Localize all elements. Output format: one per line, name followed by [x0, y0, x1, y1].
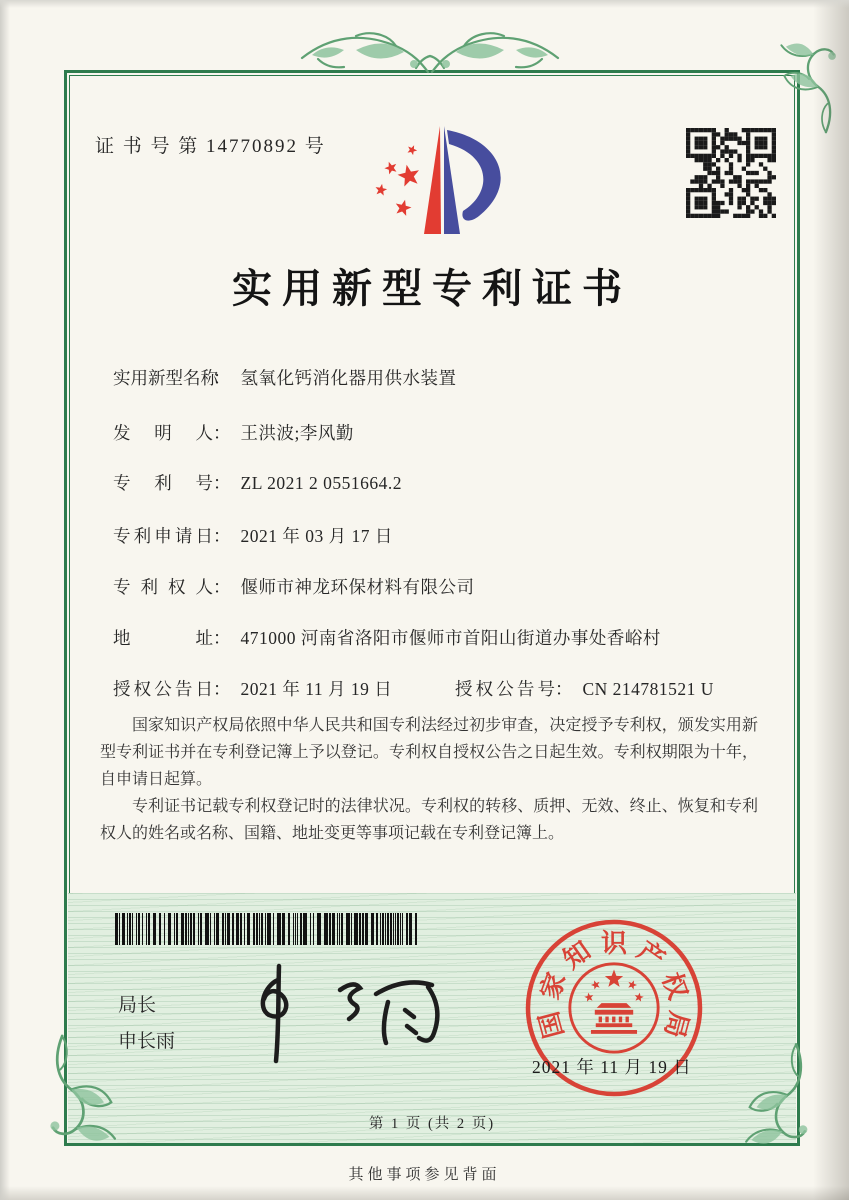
- field-row-address: [113, 625, 661, 650]
- field-label: 授权公告号: [455, 679, 555, 699]
- qr-code: [686, 128, 776, 218]
- field-colon: ：: [213, 526, 231, 546]
- field-value: 2021 年 03 月 17 日: [240, 526, 393, 546]
- signer-name: 申长雨: [118, 1031, 176, 1052]
- field-value: ZL 2021 2 0551664.2: [240, 473, 402, 493]
- field-row-inventor: [113, 420, 354, 445]
- field-label: 授权公告日: [113, 679, 213, 699]
- field-label: 专利申请日: [113, 526, 213, 546]
- back-side-note: 其他事项参见背面: [348, 1167, 501, 1183]
- china-national-emblem-icon: [570, 964, 658, 1052]
- seal-character: 家: [535, 968, 572, 1004]
- field-colon: ：: [555, 679, 573, 699]
- seal-character: 国: [534, 1008, 570, 1042]
- scan-edge-left: [0, 0, 10, 1200]
- field-row-filing-date: [113, 523, 393, 548]
- field-label: 地址: [113, 628, 213, 648]
- field-row-patent-number: [113, 470, 402, 495]
- field-colon: ：: [213, 679, 231, 699]
- certificate-title: 实用新型专利证书: [232, 266, 632, 311]
- seal-character: 识: [600, 929, 627, 958]
- seal-character: 局: [658, 1008, 694, 1042]
- signer-title: 局长: [118, 995, 157, 1016]
- cnipa-logo-icon: [363, 120, 555, 248]
- seal-character: 知: [558, 935, 596, 975]
- legal-paragraph: 专利证书记载专利权登记时的法律状况。专利权的转移、质押、无效、终止、恢复和专利权人的姓名或名称、国籍、地址变更等事项记载在专利登记簿上。: [100, 798, 758, 842]
- scan-shadow-bottom: [0, 1186, 849, 1200]
- field-label: 实用新型名称: [113, 368, 218, 388]
- field-value: 氢氧化钙消化器用供水装置: [240, 368, 457, 388]
- field-label: 专利权人: [113, 577, 213, 597]
- legal-text-block: [100, 712, 758, 847]
- field-colon: ：: [213, 473, 231, 493]
- field-colon: ：: [213, 577, 231, 597]
- field-colon: ：: [213, 628, 231, 648]
- field-row-utility-model-name: [113, 365, 457, 390]
- field-label: 发明人: [113, 423, 213, 443]
- scan-shadow-right: [813, 0, 849, 1200]
- seal-character: 产: [632, 935, 670, 975]
- legal-paragraph: 国家知识产权局依照中华人民共和国专利法经过初步审查，决定授予专利权，颁发实用新型专利证书并在专利登记簿上予以登记。专利权自授权公告之日起生效。专利权期限为十年，自申请日起算。: [100, 717, 758, 788]
- scan-edge-top: [0, 0, 849, 8]
- field-value: CN 214781521 U: [582, 679, 714, 699]
- field-grant-number: [455, 676, 714, 701]
- field-colon: ：: [213, 423, 231, 443]
- field-value: 2021 年 11 月 19 日: [240, 679, 393, 699]
- field-row-patentee: [113, 574, 475, 599]
- barcode: [115, 913, 420, 945]
- field-row-grant-date: [113, 676, 773, 701]
- seal-character: 权: [656, 968, 693, 1004]
- field-label: 专利号: [113, 473, 213, 493]
- seal-date: 2021 年 11 月 19 日: [532, 1057, 692, 1077]
- field-colon: ：: [213, 368, 231, 388]
- handwritten-signature: [248, 962, 458, 1067]
- field-value: 471000 河南省洛阳市偃师市首阳山街道办事处香峪村: [240, 628, 661, 648]
- field-value: 王洪波;李风勤: [240, 423, 354, 443]
- certificate-number: 证 书 号 第 14770892 号: [95, 136, 326, 157]
- field-value: 偃师市神龙环保材料有限公司: [240, 577, 475, 597]
- page-number: 第 1 页 (共 2 页): [368, 1116, 496, 1132]
- signer-block: [118, 988, 175, 1060]
